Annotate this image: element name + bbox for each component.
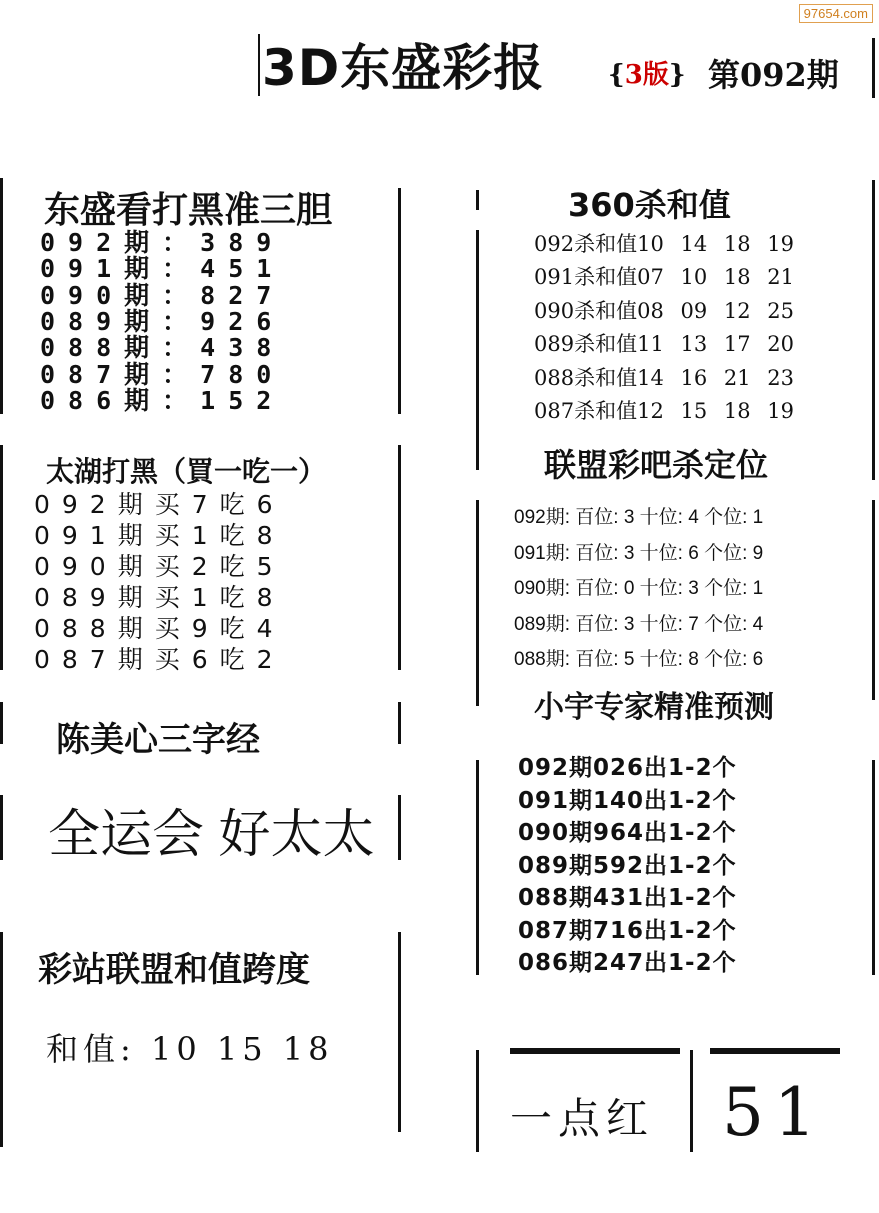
dongsheng-row: 089期：926 (40, 306, 285, 336)
right-edge-rule-top (872, 180, 875, 480)
caizhan-left-rule (0, 932, 3, 1147)
lianmeng-row: 091期: 百位: 3 十位: 6 个位: 9 (514, 542, 764, 564)
chen-right-rule (398, 702, 401, 744)
bottom-left-value: 一点红 (510, 1094, 655, 1143)
dongsheng-right-rule (398, 188, 401, 414)
taihu-row: 087期买6吃2 (34, 645, 285, 674)
kill360-left-rule-top (476, 190, 479, 210)
xiaoyu-row: 090期964出1-2个 (518, 820, 737, 846)
lianmeng-row: 089期: 百位: 3 十位: 7 个位: 4 (514, 613, 764, 635)
taihu-title: 太湖打黑（買一吃一） (46, 455, 327, 488)
taihu-right-rule (398, 445, 401, 670)
kill360-row: 088杀和值14 16 21 23 (534, 365, 794, 390)
header-right-rule (872, 38, 875, 98)
taihu-row: 089期买1吃8 (34, 583, 285, 612)
caizhan-right-rule (398, 932, 401, 1132)
taihu-row: 092期买7吃6 (34, 490, 285, 519)
xiaoyu-row: 086期247出1-2个 (518, 950, 737, 976)
lianmeng-right-rule (872, 500, 875, 700)
xiaoyu-row: 089期592出1-2个 (518, 852, 737, 879)
issue-number: 第092期 (708, 56, 839, 94)
chen-left-rule (0, 702, 3, 744)
xiaoyu-title: 小宇专家精准预测 (534, 690, 774, 725)
bottom-mid-rule (690, 1050, 693, 1152)
edition-close: } (668, 60, 686, 90)
caizhan-title: 彩站联盟和值跨度 (38, 950, 310, 990)
chen-content-left-rule (0, 795, 3, 860)
kill360-title: 360杀和值 (568, 186, 731, 224)
caizhan-content: 和值: 10 15 18 (46, 1030, 334, 1068)
chen-content: 全运会 好太太 (48, 806, 375, 864)
bottom-right-header-bar (710, 1048, 840, 1054)
kill360-row: 092杀和值10 14 18 19 (534, 232, 794, 256)
lianmeng-left-rule (476, 500, 479, 706)
xiaoyu-row: 087期716出1-2个 (518, 917, 737, 944)
xiaoyu-left-rule (476, 760, 479, 975)
taihu-row: 091期买1吃8 (34, 521, 285, 550)
bottom-right-value: 51 (722, 1074, 826, 1151)
bottom-left-rule (476, 1050, 479, 1152)
taihu-row: 090期买2吃5 (34, 552, 285, 581)
lianmeng-title: 联盟彩吧杀定位 (544, 446, 769, 484)
dongsheng-row: 087期：780 (40, 359, 285, 389)
dongsheng-title: 东盛看打黑准三胆 (44, 189, 333, 231)
dongsheng-row: 090期：827 (40, 280, 285, 310)
lianmeng-row: 088期: 百位: 5 十位: 8 个位: 6 (514, 649, 764, 670)
kill360-row: 090杀和值08 09 12 25 (534, 298, 794, 323)
edition-badge (608, 54, 686, 91)
bottom-left-header-bar (510, 1048, 680, 1054)
dongsheng-row: 091期：451 (40, 254, 285, 284)
taihu-row: 088期买9吃4 (34, 614, 285, 643)
kill360-row: 091杀和值07 10 18 21 (534, 265, 794, 290)
chen-content-right-rule (398, 795, 401, 860)
page-title: 3D东盛彩报 (262, 39, 545, 97)
kill360-row: 089杀和值11 13 17 20 (534, 332, 794, 357)
lianmeng-row: 090期: 百位: 0 十位: 3 个位: 1 (514, 578, 764, 599)
kill360-row: 087杀和值12 15 18 19 (534, 399, 794, 423)
lianmeng-row: 092期: 百位: 3 十位: 4 个位: 1 (514, 507, 764, 528)
dongsheng-row: 088期：438 (40, 333, 285, 363)
header-left-rule (258, 34, 260, 96)
xiaoyu-row: 088期431出1-2个 (518, 885, 737, 911)
kill360-left-rule (476, 230, 479, 470)
edition-number: 3版 (624, 60, 669, 90)
xiaoyu-row: 092期026出1-2个 (518, 755, 737, 781)
edition-open: { (608, 60, 625, 90)
xiaoyu-row: 091期140出1-2个 (518, 787, 737, 814)
dongsheng-left-rule (0, 178, 3, 414)
watermark: 97654.com (799, 4, 873, 23)
dongsheng-row: 086期：152 (40, 385, 285, 415)
chen-title: 陈美心三字经 (56, 720, 260, 760)
dongsheng-row: 092期：389 (40, 228, 285, 257)
xiaoyu-right-rule (872, 760, 875, 975)
taihu-left-rule (0, 445, 3, 670)
